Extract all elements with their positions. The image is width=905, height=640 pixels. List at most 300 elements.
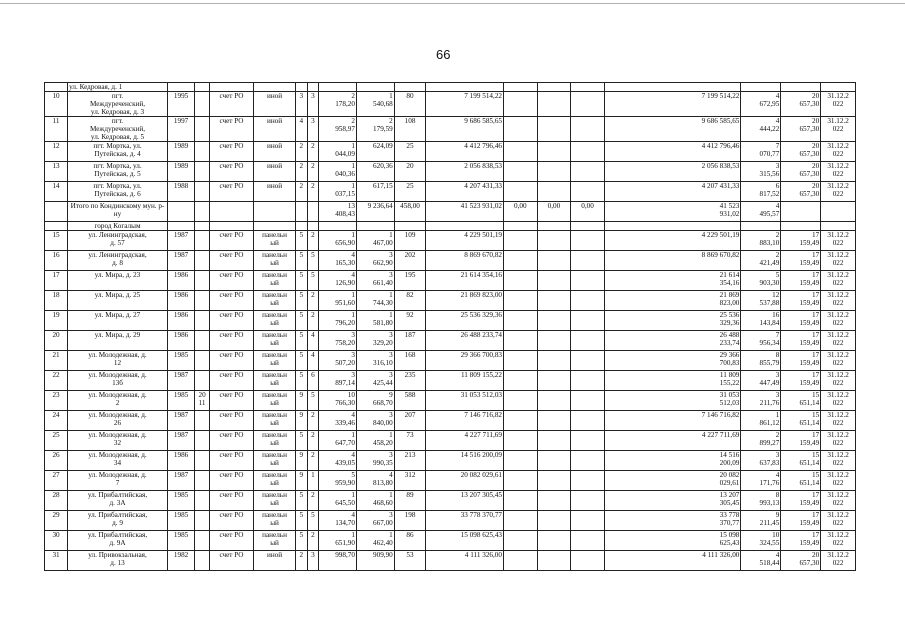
floors-cell: 5 <box>296 491 308 511</box>
year-reconstructed-cell <box>195 142 210 162</box>
cost-limit-cell: 17 159,49 <box>781 251 821 271</box>
blank-col-3-cell <box>571 117 605 142</box>
cost-limit-cell: 17 159,49 <box>781 331 821 351</box>
blank-col-3-cell <box>571 471 605 491</box>
year-reconstructed-cell <box>195 511 210 531</box>
table-row <box>45 351 856 371</box>
year-built-cell: 1985 <box>167 531 194 551</box>
year-built-cell: 1987 <box>167 251 194 271</box>
fund-account-cell: счет РО <box>209 511 253 531</box>
total-area-cell: 1 044,09 <box>319 142 357 162</box>
repair-cost-cell: 4 207 431,33 <box>426 182 504 202</box>
fund-account-cell: счет РО <box>209 271 253 291</box>
address-cell: ул. Ленинградская, д. 8 <box>68 251 168 271</box>
address-cell: ул. Молодежная, д. 26 <box>68 411 168 431</box>
table-row <box>45 162 856 182</box>
blank-cell <box>741 222 781 231</box>
repair-cost-total-cell: 2 056 838,53 <box>604 162 741 182</box>
blank-col-3-cell <box>571 311 605 331</box>
row-number-cell: 10 <box>45 92 68 117</box>
row-number-cell: 21 <box>45 351 68 371</box>
blank-col-1-cell <box>504 451 538 471</box>
living-area-cell: 3 840,00 <box>356 411 394 431</box>
fund-account-cell: счет РО <box>209 491 253 511</box>
blank-col-2-cell <box>537 551 571 571</box>
cost-per-m2-cell: 1 861,12 <box>741 411 781 431</box>
blank-col-1-cell <box>504 251 538 271</box>
cost-per-m2-cell: 2 883,10 <box>741 231 781 251</box>
deadline-date-cell: 31.12.2 022 <box>821 371 856 391</box>
blank-cell <box>195 222 210 231</box>
blank-col-3-cell <box>571 162 605 182</box>
living-area-cell: 3 662,90 <box>356 251 394 271</box>
blank-col-2-cell <box>537 391 571 411</box>
total-area-cell: 1 651,90 <box>319 531 357 551</box>
year-built-cell: 1986 <box>167 311 194 331</box>
blank-cell <box>394 222 426 231</box>
total-blank-cell <box>781 202 821 222</box>
row-number-cell: 19 <box>45 311 68 331</box>
repair-cost-total-cell: 13 207 305,45 <box>604 491 741 511</box>
blank-col-1-cell <box>504 411 538 431</box>
blank-col-2-cell <box>537 142 571 162</box>
floors-cell: 5 <box>296 251 308 271</box>
wall-material-cell: панельн ый <box>254 411 296 431</box>
total-area-cell: 10 766,30 <box>319 391 357 411</box>
cost-per-m2-cell: 12 537,88 <box>741 291 781 311</box>
blank-col-2-cell <box>537 92 571 117</box>
blank-cell <box>537 222 571 231</box>
cost-limit-cell: 17 159,49 <box>781 271 821 291</box>
year-reconstructed-cell <box>195 311 210 331</box>
floors-cell: 4 <box>296 117 308 142</box>
repair-cost-cell: 2 056 838,53 <box>426 162 504 182</box>
total-area-cell: 4 439,05 <box>319 451 357 471</box>
repair-cost-cell: 31 053 512,03 <box>426 391 504 411</box>
blank-col-1-cell <box>504 142 538 162</box>
entrances-cell: 4 <box>307 331 319 351</box>
blank-col-1-cell <box>504 351 538 371</box>
city-name: город Когалым <box>68 222 168 231</box>
cost-per-m2-cell: 4 171,76 <box>741 471 781 491</box>
blank-col-3-cell <box>571 391 605 411</box>
floors-cell: 2 <box>296 142 308 162</box>
cost-limit-cell: 15 651,14 <box>781 391 821 411</box>
blank-col-3-cell <box>571 551 605 571</box>
table-row <box>45 391 856 411</box>
year-built-cell: 1985 <box>167 491 194 511</box>
cost-limit-cell: 20 657,30 <box>781 182 821 202</box>
floors-cell: 5 <box>296 311 308 331</box>
year-built-cell: 1987 <box>167 471 194 491</box>
residents-cell: 198 <box>394 511 426 531</box>
total-area-cell: 4 134,70 <box>319 511 357 531</box>
floors-cell: 5 <box>296 271 308 291</box>
table-row <box>45 551 856 571</box>
total-repair-cost-cell: 41 523 931,02 <box>426 202 504 222</box>
blank-col-3-cell <box>571 431 605 451</box>
blank-col-2-cell <box>537 531 571 551</box>
blank-cell <box>356 222 394 231</box>
residents-cell: 588 <box>394 391 426 411</box>
table-row <box>45 511 856 531</box>
total-area-cell: 1 656,90 <box>319 231 357 251</box>
total-zero-col-1-cell: 0,00 <box>504 202 538 222</box>
year-reconstructed-cell <box>195 271 210 291</box>
table-row <box>45 291 856 311</box>
blank-col-3-cell <box>571 511 605 531</box>
total-repair-cost-total-cell: 41 523 931,02 <box>604 202 741 222</box>
address-cell: ул. Прибалтийская, д. 9 <box>68 511 168 531</box>
total-residents-cell: 458,00 <box>394 202 426 222</box>
total-area-cell: 1 040,36 <box>319 162 357 182</box>
repair-cost-cell: 20 082 029,61 <box>426 471 504 491</box>
total-area-cell: 3 758,20 <box>319 331 357 351</box>
year-built-cell: 1987 <box>167 431 194 451</box>
blank-cell <box>45 222 68 231</box>
fund-account-cell: счет РО <box>209 162 253 182</box>
fund-account-cell: счет РО <box>209 331 253 351</box>
repair-cost-cell: 8 869 670,82 <box>426 251 504 271</box>
total-area-cell: 998,70 <box>319 551 357 571</box>
total-blank-cell <box>296 202 308 222</box>
repair-cost-total-cell: 26 488 233,74 <box>604 331 741 351</box>
blank-cell <box>504 222 538 231</box>
blank-cell <box>296 222 308 231</box>
blank-col-3-cell <box>571 231 605 251</box>
total-area-cell: 1 796,20 <box>319 311 357 331</box>
blank-col-2-cell <box>537 231 571 251</box>
year-reconstructed-cell <box>195 431 210 451</box>
repair-cost-total-cell: 21 614 354,16 <box>604 271 741 291</box>
year-built-cell: 1985 <box>167 511 194 531</box>
address-cell: ул. Молодежная, д. 32 <box>68 431 168 451</box>
address-cell: пгт. Мортка, ул. Путейская, д. 6 <box>68 182 168 202</box>
cost-limit-cell: 15 651,14 <box>781 471 821 491</box>
deadline-date-cell: 31.12.2 022 <box>821 451 856 471</box>
cost-per-m2-cell: 7 070,77 <box>741 142 781 162</box>
repair-cost-cell: 13 207 305,45 <box>426 491 504 511</box>
cost-per-m2-cell: 10 324,55 <box>741 531 781 551</box>
cost-limit-cell: 20 657,30 <box>781 117 821 142</box>
fund-account-cell: счет РО <box>209 531 253 551</box>
living-area-cell: 4 813,80 <box>356 471 394 491</box>
year-reconstructed-cell <box>195 371 210 391</box>
repair-cost-cell: 9 686 585,65 <box>426 117 504 142</box>
blank-col-2-cell <box>537 117 571 142</box>
blank-col-3-cell <box>571 371 605 391</box>
blank-col-1-cell <box>504 182 538 202</box>
residents-cell: 92 <box>394 311 426 331</box>
year-built-cell: 1995 <box>167 92 194 117</box>
fund-account-cell: счет РО <box>209 231 253 251</box>
cost-limit-cell: 17 159,49 <box>781 311 821 331</box>
row-number-cell: 26 <box>45 451 68 471</box>
floors-cell: 5 <box>296 351 308 371</box>
residents-cell: 53 <box>394 551 426 571</box>
entrances-cell: 5 <box>307 511 319 531</box>
housing-register-table <box>44 82 856 571</box>
cost-per-m2-cell: 4 518,44 <box>741 551 781 571</box>
fund-account-cell: счет РО <box>209 117 253 142</box>
blank-col-3-cell <box>571 331 605 351</box>
living-area-cell: 3 667,00 <box>356 511 394 531</box>
blank-col-1-cell <box>504 431 538 451</box>
blank-col-2-cell <box>537 182 571 202</box>
wall-material-cell: иной <box>254 551 296 571</box>
row-number-cell: 16 <box>45 251 68 271</box>
deadline-date-cell: 31.12.2 022 <box>821 551 856 571</box>
year-built-cell: 1987 <box>167 411 194 431</box>
repair-cost-total-cell: 20 082 029,61 <box>604 471 741 491</box>
repair-cost-cell: 25 536 329,36 <box>426 311 504 331</box>
deadline-date-cell: 31.12.2 022 <box>821 511 856 531</box>
cost-per-m2-cell: 2 899,27 <box>741 431 781 451</box>
residents-cell: 82 <box>394 291 426 311</box>
deadline-date-cell: 31.12.2 022 <box>821 471 856 491</box>
living-area-cell: 1 462,40 <box>356 531 394 551</box>
table-row <box>45 117 856 142</box>
total-area-cell: 2 958,97 <box>319 117 357 142</box>
total-cost-per-m2-cell: 4 495,57 <box>741 202 781 222</box>
cost-limit-cell: 17 159,49 <box>781 431 821 451</box>
cost-per-m2-cell: 7 956,34 <box>741 331 781 351</box>
living-area-cell: 620,36 <box>356 162 394 182</box>
street-header: ул. Кедровая, д. 1 <box>68 83 168 92</box>
repair-cost-total-cell: 14 516 200,09 <box>604 451 741 471</box>
year-built-cell: 1988 <box>167 182 194 202</box>
entrances-cell: 5 <box>307 391 319 411</box>
blank-cell <box>571 222 605 231</box>
living-area-cell: 3 425,44 <box>356 371 394 391</box>
page-number: 66 <box>436 47 451 62</box>
total-area-cell: 4 165,30 <box>319 251 357 271</box>
entrances-cell: 2 <box>307 231 319 251</box>
wall-material-cell: панельн ый <box>254 511 296 531</box>
total-total-label-cell: Итого по Кондинскому мун. р-ну <box>68 202 168 222</box>
deadline-date-cell: 31.12.2 022 <box>821 117 856 142</box>
cost-per-m2-cell: 4 672,95 <box>741 92 781 117</box>
residents-cell: 235 <box>394 371 426 391</box>
total-area-cell: 4 339,46 <box>319 411 357 431</box>
blank-col-2-cell <box>537 471 571 491</box>
entrances-cell: 2 <box>307 311 319 331</box>
blank-col-3-cell <box>571 142 605 162</box>
table-row <box>45 411 856 431</box>
blank-col-3-cell <box>571 182 605 202</box>
year-reconstructed-cell <box>195 531 210 551</box>
blank-col-2-cell <box>537 271 571 291</box>
year-reconstructed-cell <box>195 162 210 182</box>
table-row <box>45 331 856 351</box>
address-cell: ул. Прибалтийская, д. 9А <box>68 531 168 551</box>
year-built-cell: 1997 <box>167 117 194 142</box>
fund-account-cell: счет РО <box>209 182 253 202</box>
total-area-cell: 1 037,15 <box>319 182 357 202</box>
row-number-cell: 14 <box>45 182 68 202</box>
row-number-cell: 30 <box>45 531 68 551</box>
wall-material-cell: иной <box>254 92 296 117</box>
table-row <box>45 271 856 291</box>
cost-limit-cell: 20 657,30 <box>781 142 821 162</box>
fund-account-cell: счет РО <box>209 551 253 571</box>
blank-col-3-cell <box>571 411 605 431</box>
table-row <box>45 92 856 117</box>
cost-per-m2-cell: 8 855,79 <box>741 351 781 371</box>
address-cell: пгт. Междуреченский, ул. Кедровая, д. 5 <box>68 117 168 142</box>
address-cell: ул. Молодежная, д. 7 <box>68 471 168 491</box>
floors-cell: 9 <box>296 391 308 411</box>
table-row <box>45 451 856 471</box>
blank-col-1-cell <box>504 511 538 531</box>
repair-cost-total-cell: 9 686 585,65 <box>604 117 741 142</box>
fund-account-cell: счет РО <box>209 92 253 117</box>
blank-cell <box>604 222 741 231</box>
year-reconstructed-cell <box>195 117 210 142</box>
residents-cell: 80 <box>394 92 426 117</box>
address-cell: ул. Молодежная, д. 12 <box>68 351 168 371</box>
entrances-cell: 5 <box>307 271 319 291</box>
repair-cost-total-cell: 31 053 512,03 <box>604 391 741 411</box>
year-reconstructed-cell <box>195 92 210 117</box>
total-zero-col-3-cell: 0,00 <box>571 202 605 222</box>
address-cell: ул. Мира, д. 23 <box>68 271 168 291</box>
repair-cost-cell: 14 516 200,09 <box>426 451 504 471</box>
living-area-cell: 624,09 <box>356 142 394 162</box>
wall-material-cell: панельн ый <box>254 531 296 551</box>
repair-cost-total-cell: 7 146 716,82 <box>604 411 741 431</box>
repair-cost-total-cell: 29 366 700,83 <box>604 351 741 371</box>
blank-col-2-cell <box>537 431 571 451</box>
repair-cost-cell: 4 229 501,19 <box>426 231 504 251</box>
row-number-cell: 23 <box>45 391 68 411</box>
living-area-cell: 3 990,35 <box>356 451 394 471</box>
year-reconstructed-cell <box>195 182 210 202</box>
entrances-cell: 2 <box>307 531 319 551</box>
floors-cell: 5 <box>296 531 308 551</box>
cost-per-m2-cell: 6 817,52 <box>741 182 781 202</box>
total-total-area-cell: 13 408,43 <box>319 202 357 222</box>
repair-cost-cell: 4 111 326,00 <box>426 551 504 571</box>
residents-cell: 168 <box>394 351 426 371</box>
year-reconstructed-cell <box>195 471 210 491</box>
repair-cost-total-cell: 15 098 625,43 <box>604 531 741 551</box>
row-number-cell: 17 <box>45 271 68 291</box>
table-row <box>45 491 856 511</box>
wall-material-cell: панельн ый <box>254 471 296 491</box>
entrances-cell: 2 <box>307 431 319 451</box>
year-built-cell: 1987 <box>167 371 194 391</box>
year-built-cell: 1986 <box>167 291 194 311</box>
living-area-cell: 1 467,00 <box>356 231 394 251</box>
table-row <box>45 431 856 451</box>
year-reconstructed-cell <box>195 331 210 351</box>
living-area-cell: 9 668,70 <box>356 391 394 411</box>
blank-col-1-cell <box>504 391 538 411</box>
cost-limit-cell: 20 657,30 <box>781 162 821 182</box>
deadline-date-cell: 31.12.2 022 <box>821 231 856 251</box>
blank-col-1-cell <box>504 231 538 251</box>
residents-cell: 187 <box>394 331 426 351</box>
section-header-row <box>45 83 856 92</box>
cost-per-m2-cell: 8 993,13 <box>741 491 781 511</box>
deadline-date-cell: 31.12.2 022 <box>821 331 856 351</box>
total-blank-cell <box>254 202 296 222</box>
wall-material-cell: панельн ый <box>254 231 296 251</box>
deadline-date-cell: 31.12.2 022 <box>821 431 856 451</box>
repair-cost-cell: 26 488 233,74 <box>426 331 504 351</box>
year-reconstructed-cell: 20 11 <box>195 391 210 411</box>
blank-col-1-cell <box>504 311 538 331</box>
cost-limit-cell: 17 159,49 <box>781 351 821 371</box>
blank-cell <box>781 222 821 231</box>
blank-col-1-cell <box>504 531 538 551</box>
table-row <box>45 251 856 271</box>
total-blank-cell <box>821 202 856 222</box>
year-reconstructed-cell <box>195 251 210 271</box>
cost-limit-cell: 20 657,30 <box>781 92 821 117</box>
year-reconstructed-cell <box>195 231 210 251</box>
total-blank-cell <box>307 202 319 222</box>
year-built-cell: 1987 <box>167 231 194 251</box>
table-row <box>45 142 856 162</box>
fund-account-cell: счет РО <box>209 351 253 371</box>
wall-material-cell: панельн ый <box>254 431 296 451</box>
total-row <box>45 202 856 222</box>
year-built-cell: 1985 <box>167 391 194 411</box>
repair-cost-total-cell: 33 778 370,77 <box>604 511 741 531</box>
row-number-cell: 12 <box>45 142 68 162</box>
year-built-cell: 1985 <box>167 351 194 371</box>
row-number-cell: 11 <box>45 117 68 142</box>
row-number-cell: 25 <box>45 431 68 451</box>
blank-cell <box>319 222 357 231</box>
entrances-cell: 2 <box>307 182 319 202</box>
blank-col-3-cell <box>571 271 605 291</box>
row-number-cell: 31 <box>45 551 68 571</box>
deadline-date-cell: 31.12.2 022 <box>821 531 856 551</box>
table-row <box>45 531 856 551</box>
blank-cell <box>426 222 504 231</box>
deadline-date-cell: 31.12.2 022 <box>821 92 856 117</box>
deadline-date-cell: 31.12.2 022 <box>821 491 856 511</box>
residents-cell: 25 <box>394 142 426 162</box>
fund-account-cell: счет РО <box>209 291 253 311</box>
year-built-cell: 1989 <box>167 162 194 182</box>
floors-cell: 9 <box>296 471 308 491</box>
year-reconstructed-cell <box>195 411 210 431</box>
living-area-cell: 909,90 <box>356 551 394 571</box>
address-cell: ул. Привокзальная, д. 13 <box>68 551 168 571</box>
cost-limit-cell: 17 159,49 <box>781 231 821 251</box>
repair-cost-cell: 21 869 823,00 <box>426 291 504 311</box>
table-row <box>45 311 856 331</box>
cost-limit-cell: 17 159,49 <box>781 511 821 531</box>
blank-col-2-cell <box>537 451 571 471</box>
residents-cell: 25 <box>394 182 426 202</box>
entrances-cell: 2 <box>307 291 319 311</box>
blank-col-2-cell <box>537 331 571 351</box>
residents-cell: 202 <box>394 251 426 271</box>
cost-limit-cell: 17 159,49 <box>781 371 821 391</box>
blank-col-1-cell <box>504 371 538 391</box>
living-area-cell: 1 744,30 <box>356 291 394 311</box>
blank-col-1-cell <box>504 117 538 142</box>
floors-cell: 5 <box>296 291 308 311</box>
residents-cell: 89 <box>394 491 426 511</box>
blank-col-2-cell <box>537 291 571 311</box>
table-row <box>45 471 856 491</box>
